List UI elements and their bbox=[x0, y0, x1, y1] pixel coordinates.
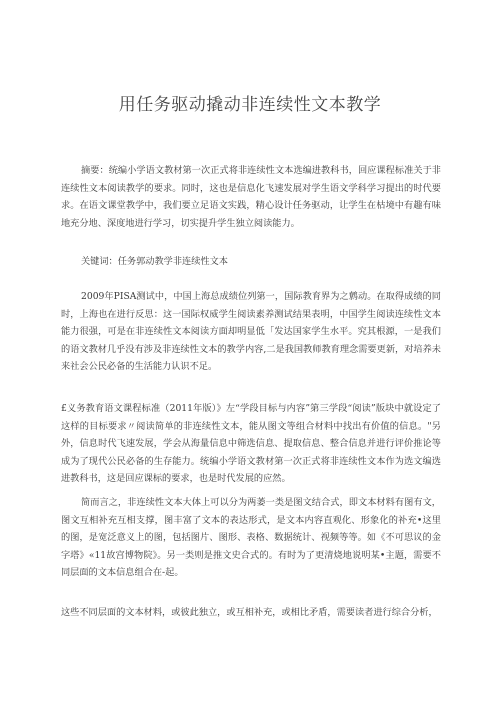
page-title: 用任务驱动撬动非连续性文本教学 bbox=[118, 95, 382, 115]
body-paragraph: 这些不同层面的文本材料，或彼此独立，或互相补充，或相比矛盾，需要读者进行综合分析， bbox=[61, 607, 438, 618]
body-paragraph: 简而言之，非连续性文本大体上可以分为两萎一类是图文结合式，即文本材料有图有文，图文互相补充互相支撑，图丰富了文本的表达形式，是文本内容直观化、形象化的补充•这里的图，是宽泛意义上的图，包括图片、图形、表格、数据统计、视频等等。如《不可思议的金字塔》«11故宫博物院》。另一类则是推文史合式的。有时为了更清烧地说明某•主题，需要不同层面的文本信息组合在-起。 bbox=[61, 497, 441, 578]
body-paragraph: £义务教育语文课程标准（2011年版）》左“学段目标与内容”第三学段“阅读”版块中就设定了这样的目标要求〃阅读简单的非连续性文本，能从图文等组合材料中找出有价值的信息。"另外，信息时代飞速发展，学会从海量信息中筛选信息、提取信息、整合信息并进行评价推论等成为了现代公民必备的生存能力。统编小学语文教材第一次正式将非连续性文本作为选文编选进教科书，这是回应课标的要求，也是时代发展的应然。 bbox=[61, 403, 441, 484]
keywords-line: 关键词：任务郭动教学非连续性文本 bbox=[81, 256, 228, 267]
body-paragraph: 2009年PISA测试中，中国上海总成绩位列第一，国际教育界为之鹩动。在取得成绩的同时，上海也在进行反思：这一国际权威学生阅读素养测试结果表明，中国学生阅读连续性文本能力很强，可是在非连续性文本阅读方面却明显低「发达国家学生水平。究其根源，一是我们的语文教材几乎没有涉及非连续性文本的教学内容,二是我国教师教育理念需要更新，对培养未来社会公民必备的生活能力认识不足。 bbox=[61, 291, 441, 372]
abstract-paragraph: 摘要：统编小学语文教材第一次正式将非连续性文本选编进教科书，回应课程标准关于非连续性文本阅读教学的要求。同时，这也是信息化飞速发展对学生语文学科学习提出的时代要求。在语文课堂教学中，我们要立足语文实践，精心设计任务驱动，让学生在枯境中有趣有味地充分地、深度地进行学习，切实提升学生独立阅读能力。 bbox=[61, 165, 441, 229]
